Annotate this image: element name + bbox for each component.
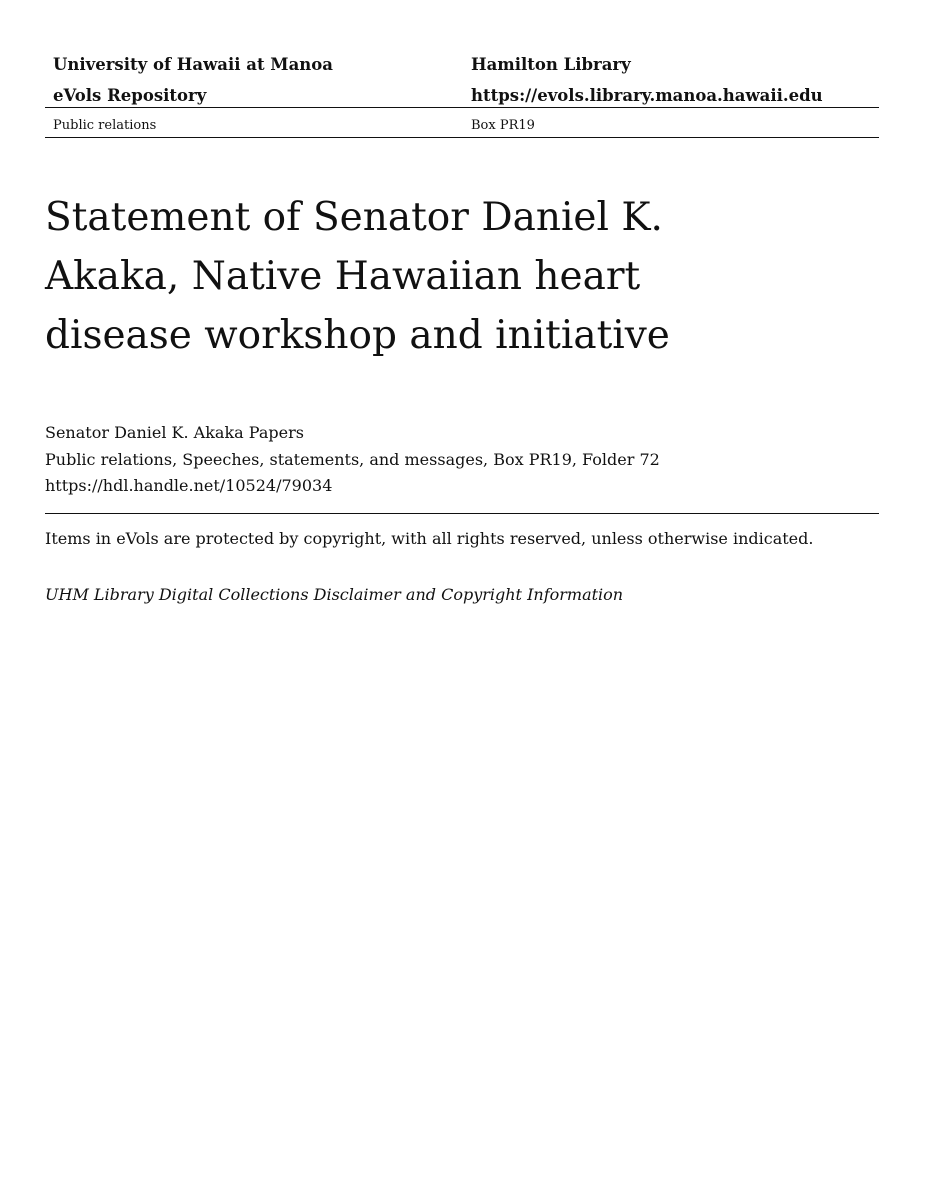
collection-series: Public relations [53,118,157,133]
copyright-notice: Items in eVols are protected by copyright, with all rights reserved, unless otherwise indicated. [45,529,814,548]
box-label: Box PR19 [471,118,535,133]
header-row-1 [45,50,879,81]
header-divider-bottom [45,137,879,138]
document-title: Statement of Senator Daniel K. Akaka, Native Hawaiian heart disease workshop and initiative [45,195,670,358]
folder-location: Public relations, Speeches, statements, and messages, Box PR19, Folder 72 [45,449,660,469]
document-metadata [45,420,660,500]
repository-url: https://evols.library.manoa.hawaii.edu [471,86,823,105]
rights-divider [45,513,879,514]
handle-link[interactable]: https://hdl.handle.net/10524/79034 [45,476,333,495]
collection-name: Senator Daniel K. Akaka Papers [45,423,304,442]
cover-header [45,50,879,112]
institution-name: University of Hawaii at Manoa [53,55,333,74]
disclaimer-link[interactable]: UHM Library Digital Collections Disclaimer and Copyright Information [45,585,624,604]
header-subrow [45,115,879,137]
library-name: Hamilton Library [471,55,631,74]
header-divider-top [45,107,879,108]
repository-name: eVols Repository [53,86,207,105]
